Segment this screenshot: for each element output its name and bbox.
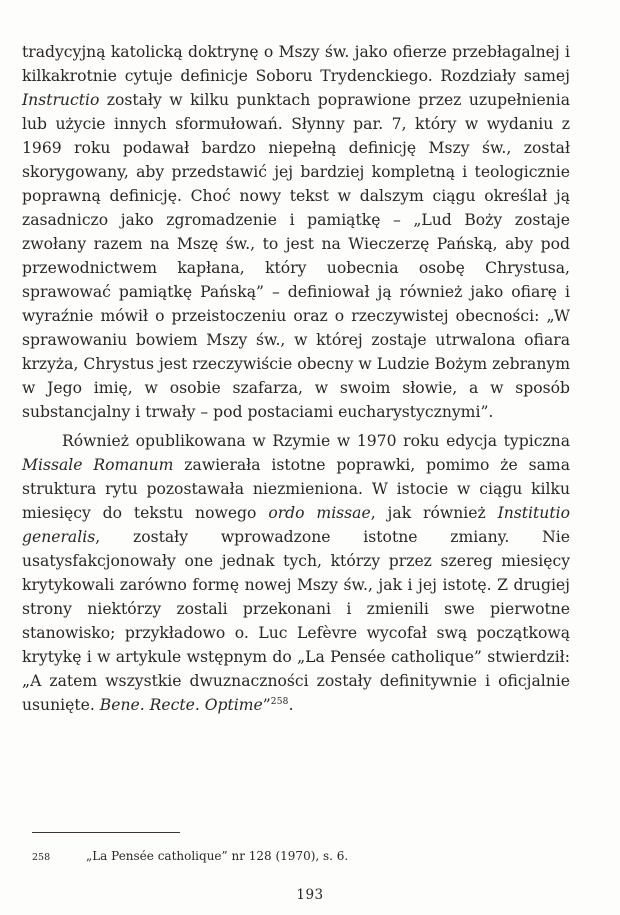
- italic-text-segment: Instructio: [22, 91, 100, 109]
- paragraph-2: [22, 429, 570, 717]
- footnote-number: 258: [32, 852, 51, 863]
- text-segment: , zostały wprowadzone istotne zmiany. Nie usatysfakcjonowały one jednak tych, którzy przez szereg miesięcy krytykowali zarówno formę nowej Mszy św., jak i jej istotę. Z drugiej strony niektórzy zostali przekonani i zmienili swe pierwotne stanowisko; przykładowo o. Luc Lefèvre wycofał swą początkową krytykę i w artykule wstępnym do „La Pensée catholique” stwierdził: „A zatem wszystkie dwuznaczności zostały definitywnie i oficjalnie usunięte.: [22, 528, 570, 714]
- text-segment: ”: [262, 696, 271, 714]
- text-segment: .: [288, 696, 294, 714]
- text-segment: zawierała istotne poprawki, pomimo że sama struktura rytu pozostawała niezmieniona. W istocie w ciągu kilku miesięcy do tekstu nowego: [22, 456, 571, 522]
- footnote-reference-marker: 258: [270, 697, 289, 707]
- italic-text-segment: ordo missae: [268, 504, 371, 522]
- text-segment: zostały w kilku punktach poprawione przez uzupełnienia lub użycie innych sformułowań. Słynny par. 7, który w wydaniu z 1969 roku podawał bardzo niepełną definicję Mszy św., został skorygowany, aby przedstawić jej bardziej kompletną i teologicznie poprawną definicję. Choć nowy tekst w dalszym ciągu określał ją zasadniczo jako zgromadzenie i pamiątkę – „Lud Boży zostaje zwołany razem na Mszę św., to jest na Wieczerzę Pańską, aby pod przewodnictwem kapłana, który uobecnia osobę Chrystusa, sprawować pamiątkę Pańską” – definiował ją również jako ofiarę i wyraźnie mówił o przeistoczeniu oraz o rzeczywistej obecności: „W sprawowaniu bowiem Mszy św., w której zostaje utrwalona ofiara krzyża, Chrystus jest rzeczywiście obecny w Ludzie Bożym zebranym w Jego imię, w osobie szafarza, w swoim słowie, a w sposób substancjalny i trwały – pod postaciami eucharystycznymi”.: [22, 91, 570, 421]
- footnote: [32, 848, 552, 866]
- italic-text-segment: Bene. Recte. Optime: [99, 696, 263, 714]
- paragraph-1: [22, 40, 570, 424]
- text-segment: , jak również: [370, 504, 498, 522]
- text-segment: tradycyjną katolicką doktrynę o Mszy św. jako ofierze przebłagalnej i kilkakrotnie cytuje definicje Soboru Trydenckiego. Rozdziały samej: [22, 43, 570, 85]
- footnote-divider: [32, 832, 180, 833]
- footnote-text: „La Pensée catholique” nr 128 (1970), s. 6.: [86, 849, 349, 863]
- text-segment: Również opublikowana w Rzymie w 1970 roku edycja typiczna: [62, 432, 570, 450]
- italic-text-segment: Institutio generalis: [22, 504, 570, 546]
- page-number: 193: [296, 887, 324, 903]
- italic-text-segment: Missale Romanum: [22, 456, 174, 474]
- main-text: [22, 40, 570, 717]
